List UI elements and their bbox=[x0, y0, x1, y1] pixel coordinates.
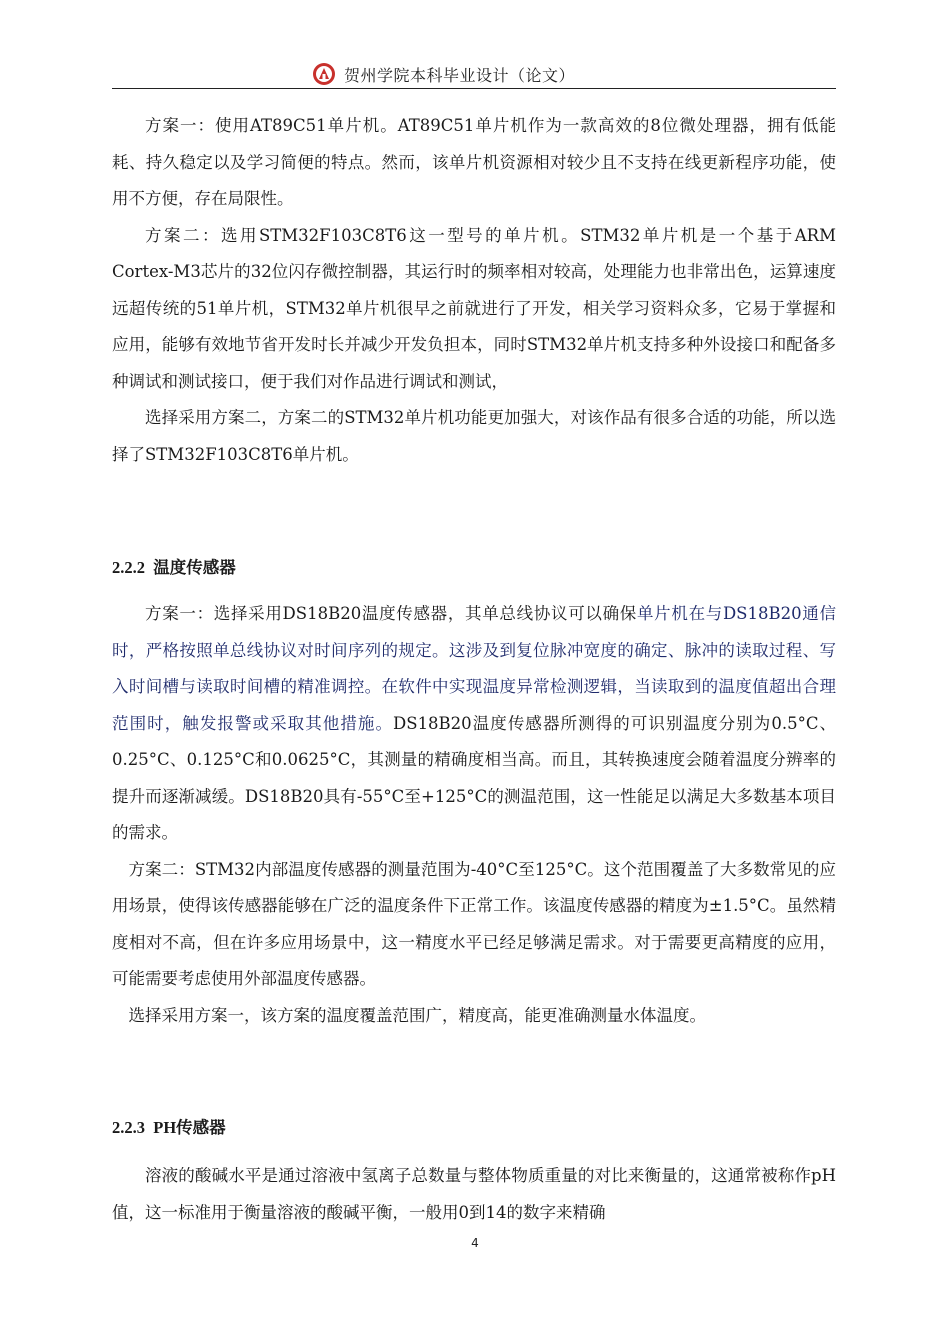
paragraph-text: 方案一：选择采用DS18B20温度传感器，其单总线协议可以确保 bbox=[145, 604, 637, 623]
paragraph-ph-intro: 溶液的酸碱水平是通过溶液中氢离子总数量与整体物质重量的对比来衡量的，这通常被称作pH值，这一标准用于衡量溶液的酸碱平衡，一般用0到14的数字来精确 bbox=[112, 1166, 836, 1222]
section-title: 温度传感器 bbox=[153, 558, 236, 577]
section-title: PH传感器 bbox=[153, 1118, 226, 1137]
section-number: 2.2.3 bbox=[112, 1118, 145, 1137]
paragraph-option-2-temp: 方案二：STM32内部温度传感器的测量范围为-40°C至125°C。这个范围覆盖了大多数常见的应用场景，使得该传感器能够在广泛的温度条件下正常工作。该温度传感器的精度为±1.5°C。虽然精度相对不高，但在许多应用场景中，这一精度水平已经足够满足需求。对于需要更高精度的应用，可能需要考虑使用外部温度传感器。 bbox=[112, 859, 836, 988]
section-222-body bbox=[112, 596, 836, 1034]
section-number: 2.2.2 bbox=[112, 558, 145, 577]
section-heading-222 bbox=[112, 554, 236, 578]
paragraph-temp-choice: 选择采用方案一，该方案的温度覆盖范围广，精度高，能更准确测量水体温度。 bbox=[128, 1005, 706, 1025]
paragraph-mcu-choice: 选择采用方案二，方案二的STM32单片机功能更加强大，对该作品有很多合适的功能，所以选择了STM32F103C8T6单片机。 bbox=[112, 408, 836, 464]
university-seal-icon bbox=[312, 62, 336, 86]
header-title: 贺州学院本科毕业设计（论文） bbox=[344, 65, 576, 85]
paragraph-text: DS18B20温度传感器所测得的可识别温度分别为0.5°C、0.25°C、0.125°C和0.0625°C，其测量的精确度相当高。而且，其转换速度会随着温度分辨率的提升而逐渐减缓。DS18B20具有-55°C至+125°C的测温范围，这一性能足以满足大多数基本项目的需求。 bbox=[112, 713, 837, 842]
paragraph-option-1-mcu: 方案一：使用AT89C51单片机。AT89C51单片机作为一款高效的8位微处理器，拥有低能耗、持久稳定以及学习简便的特点。然而，该单片机资源相对较少且不支持在线更新程序功能，使用不方便，存在局限性。 bbox=[112, 116, 836, 208]
header-inner bbox=[312, 62, 575, 86]
section-heading-223 bbox=[112, 1114, 226, 1138]
section-223-body bbox=[112, 1158, 836, 1231]
page-header bbox=[112, 62, 836, 89]
section-221-body bbox=[112, 108, 836, 473]
paragraph-option-2-mcu: 方案二：选用STM32F103C8T6这一型号的单片机。STM32单片机是一个基于ARM Cortex-M3芯片的32位闪存微控制器，其运行时的频率相对较高，处理能力也非常出色，运算速度远超传统的51单片机，STM32单片机很早之前就进行了开发，相关学习资料众多，它易于掌握和应用，能够有效地节省开发时长并减少开发负担本，同时STM32单片机支持多种外设接口和配备多种调试和测试接口，便于我们对作品进行调试和测试， bbox=[112, 225, 836, 391]
paragraph-option-1-temp bbox=[112, 596, 836, 852]
page-number: 4 bbox=[471, 1236, 479, 1250]
paragraph-text-highlight: 单片机在与DS18B20通信时，严格按照单总线协议对时间序列的规定。这涉及到复位脉冲宽度的确定、脉冲的读取过程、写入时间槽与读取时间槽的精准调控。在软件中实现温度异常检测逻辑，当读取到的温度值超出合理范围时，触发报警或采取其他措施。 bbox=[112, 604, 836, 733]
